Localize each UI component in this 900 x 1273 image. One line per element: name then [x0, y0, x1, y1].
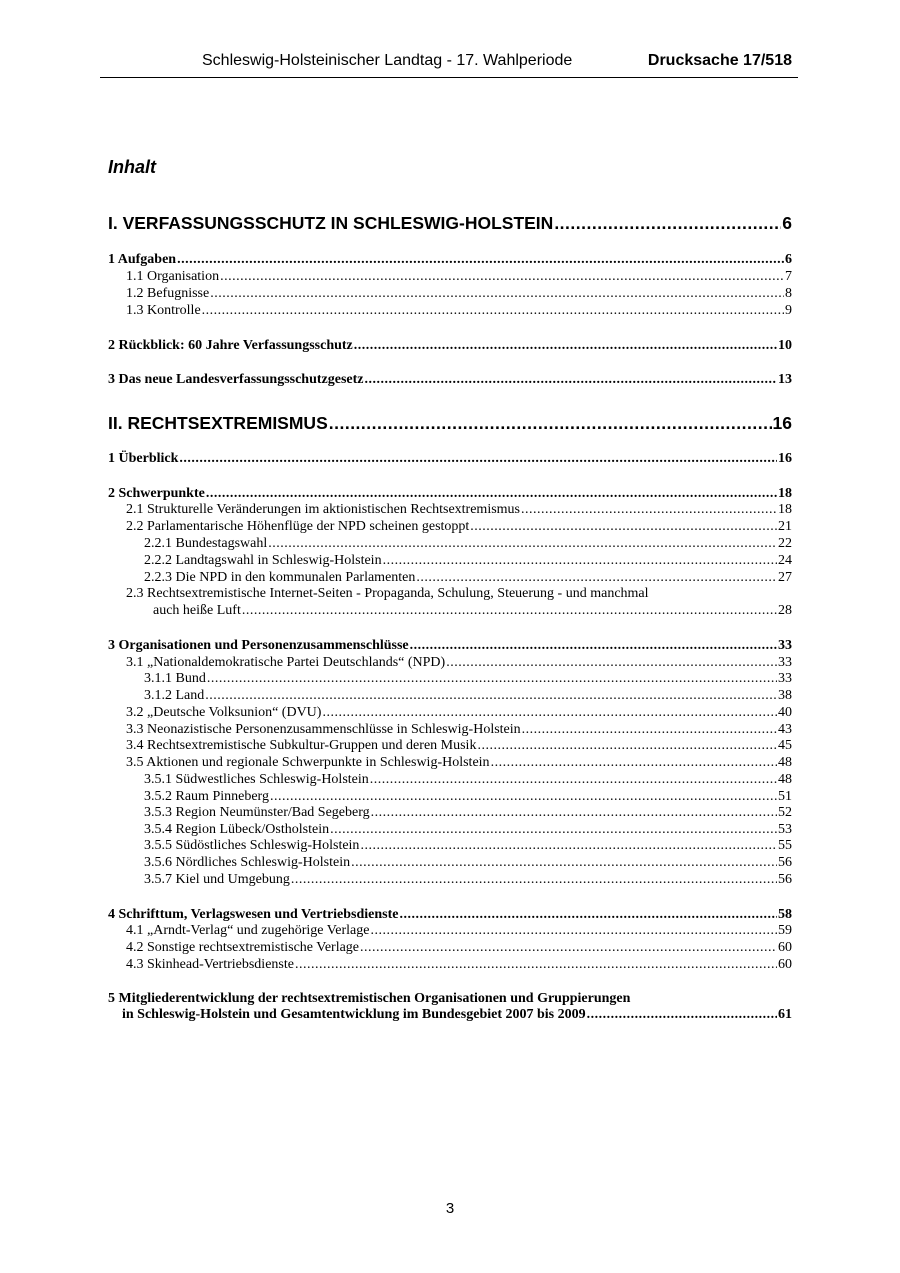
- toc-label: 3.5.6 Nördliches Schleswig-Holstein: [144, 855, 351, 870]
- toc-leader: [446, 655, 777, 671]
- toc-leader: [370, 923, 777, 939]
- toc-page: 18: [778, 502, 792, 517]
- toc-label: 2.2 Parlamentarische Höhenflüge der NPD scheinen gestoppt: [126, 519, 470, 534]
- toc-leader: [329, 413, 772, 434]
- toc-label: 2 Rückblick: 60 Jahre Verfassungsschutz: [108, 338, 353, 353]
- toc-page: 28: [778, 603, 792, 618]
- toc-leader: [210, 286, 784, 302]
- toc-leader: [416, 570, 777, 586]
- toc-page: 59: [778, 923, 792, 938]
- toc-section-2-2[interactable]: [126, 519, 792, 535]
- toc-label: 3.5.7 Kiel und Umgebung: [144, 872, 290, 887]
- toc-label: 1.2 Befugnisse: [126, 286, 210, 301]
- toc-leader: [205, 688, 777, 704]
- toc-subsection-2-2-2[interactable]: [144, 553, 792, 569]
- toc-page: 40: [778, 705, 792, 720]
- toc-chapter-2-4[interactable]: [108, 907, 792, 923]
- toc-page: 52: [778, 805, 792, 820]
- toc-page: 58: [778, 907, 792, 922]
- toc-label: 3.4 Rechtsextremistische Subkultur-Gruppen und deren Musik: [126, 738, 477, 753]
- toc-section-1-3[interactable]: [126, 303, 792, 319]
- toc-subsection-3-5-6[interactable]: [144, 855, 792, 871]
- toc-leader: [322, 705, 777, 721]
- toc-page: 7: [785, 269, 792, 284]
- toc-section-2-3[interactable]: [153, 603, 792, 619]
- toc-label: 4.3 Skinhead-Vertriebsdienste: [126, 957, 294, 972]
- toc-page: 8: [785, 286, 792, 301]
- toc-page: 33: [778, 638, 792, 653]
- toc-page: 48: [778, 755, 792, 770]
- toc-subsection-3-1-1[interactable]: [144, 671, 792, 687]
- toc-page: 55: [778, 838, 792, 853]
- toc-page: 16: [772, 413, 792, 433]
- toc-part-1[interactable]: [108, 213, 792, 234]
- toc-leader: [207, 671, 777, 687]
- toc-page: 61: [778, 1007, 792, 1022]
- toc-page: 38: [778, 688, 792, 703]
- toc-section-4-1[interactable]: [126, 923, 792, 939]
- toc-page: 13: [778, 372, 792, 387]
- toc-section-2-3-line1[interactable]: 2.3 Rechtsextremistische Internet-Seiten - Propaganda, Schulung, Steuerung - und manchmal: [126, 586, 649, 601]
- toc-label: 1 Überblick: [108, 451, 179, 466]
- toc-leader: [206, 486, 777, 502]
- toc-leader: [354, 338, 777, 354]
- toc-label: 1.1 Organisation: [126, 269, 220, 284]
- toc-label: 2 Schwerpunkte: [108, 486, 205, 501]
- toc-label: 4.1 „Arndt-Verlag“ und zugehörige Verlage: [126, 923, 370, 938]
- header-rule: [100, 77, 798, 78]
- toc-page: 51: [778, 789, 792, 804]
- toc-page: 18: [778, 486, 792, 501]
- toc-subsection-3-5-2[interactable]: [144, 789, 792, 805]
- toc-subsection-3-5-7[interactable]: [144, 872, 792, 888]
- toc-section-3-4[interactable]: [126, 738, 792, 754]
- toc-leader: [370, 772, 777, 788]
- toc-section-4-3[interactable]: [126, 957, 792, 973]
- page-number: 3: [445, 1200, 455, 1217]
- toc-leader: [491, 755, 777, 771]
- toc-section-1-2[interactable]: [126, 286, 792, 302]
- toc-subsection-2-2-1[interactable]: [144, 536, 792, 552]
- toc-leader: [270, 789, 777, 805]
- toc-page: 33: [778, 671, 792, 686]
- toc-leader: [242, 603, 777, 619]
- toc-chapter-2-5-line1[interactable]: 5 Mitgliederentwicklung der rechtsextremistischen Organisationen und Gruppierungen: [108, 991, 631, 1006]
- toc-label: 2.1 Strukturelle Veränderungen im aktionistischen Rechtsextremismus: [126, 502, 520, 517]
- toc-leader: [371, 805, 777, 821]
- toc-label: 1.3 Kontrolle: [126, 303, 201, 318]
- toc-leader: [383, 553, 777, 569]
- toc-page: 10: [778, 338, 792, 353]
- toc-page: 60: [778, 957, 792, 972]
- toc-label: 3.1 „Nationaldemokratische Partei Deutschlands“ (NPD): [126, 655, 446, 670]
- toc-chapter-2-1[interactable]: [108, 451, 792, 467]
- toc-label: 3.5.4 Region Lübeck/Ostholstein: [144, 822, 330, 837]
- header-title: Schleswig-Holsteinischer Landtag - 17. Wahlperiode: [202, 52, 573, 69]
- page-header: [100, 52, 798, 76]
- page-heading: Inhalt: [108, 157, 156, 177]
- toc-label: 4 Schrifttum, Verlagswesen und Vertriebsdienste: [108, 907, 399, 922]
- toc-leader: [268, 536, 777, 552]
- toc-leader: [295, 957, 777, 973]
- toc-label: 3.5.1 Südwestliches Schleswig-Holstein: [144, 772, 369, 787]
- toc-page: 9: [785, 303, 792, 318]
- toc-page: 43: [778, 722, 792, 737]
- toc-page: 22: [778, 536, 792, 551]
- toc-page: 60: [778, 940, 792, 955]
- toc-label: 3.5.2 Raum Pinneberg: [144, 789, 269, 804]
- toc-label: 1 Aufgaben: [108, 252, 177, 267]
- toc-label: 2.2.3 Die NPD in den kommunalen Parlamenten: [144, 570, 416, 585]
- toc-leader: [400, 907, 777, 923]
- toc-leader: [351, 855, 777, 871]
- toc-chapter-2-5[interactable]: [122, 1007, 792, 1023]
- toc-leader: [365, 372, 778, 388]
- toc-label: auch heiße Luft: [153, 603, 241, 618]
- toc-leader: [470, 519, 777, 535]
- toc-chapter-1-2[interactable]: [108, 338, 792, 354]
- toc-leader: [330, 822, 777, 838]
- toc-page: 27: [778, 570, 792, 585]
- toc-leader: [179, 451, 777, 467]
- toc-section-1-1[interactable]: [126, 269, 792, 285]
- toc-label: 2.2.2 Landtagswahl in Schleswig-Holstein: [144, 553, 382, 568]
- toc-subsection-3-5-3[interactable]: [144, 805, 792, 821]
- toc-leader: [291, 872, 777, 888]
- toc-chapter-1-1[interactable]: [108, 252, 792, 268]
- toc-label: 4.2 Sonstige rechtsextremistische Verlage: [126, 940, 360, 955]
- toc-page: 16: [778, 451, 792, 466]
- toc-chapter-2-2[interactable]: [108, 486, 792, 502]
- toc-subsection-2-2-3[interactable]: [144, 570, 792, 586]
- toc-page: 48: [778, 772, 792, 787]
- toc-leader: [522, 722, 777, 738]
- toc-leader: [477, 738, 777, 754]
- toc-leader: [202, 303, 784, 319]
- toc-chapter-2-3[interactable]: [108, 638, 792, 654]
- toc-page: 6: [782, 213, 792, 233]
- toc-subsection-3-1-2[interactable]: [144, 688, 792, 704]
- toc-label: 3 Organisationen und Personenzusammenschlüsse: [108, 638, 409, 653]
- toc-chapter-1-3[interactable]: [108, 372, 792, 388]
- toc-section-2-1[interactable]: [126, 502, 792, 518]
- toc-subsection-3-5-4[interactable]: [144, 822, 792, 838]
- toc-leader: [360, 838, 777, 854]
- toc-label: 3.3 Neonazistische Personenzusammenschlüsse in Schleswig-Holstein: [126, 722, 521, 737]
- toc-leader: [220, 269, 784, 285]
- toc-section-3-1[interactable]: [126, 655, 792, 671]
- header-doc-number: Drucksache 17/518: [647, 52, 792, 69]
- toc-label: 3.5 Aktionen und regionale Schwerpunkte in Schleswig-Holstein: [126, 755, 490, 770]
- toc-page: 45: [778, 738, 792, 753]
- toc-label: 3.1.2 Land: [144, 688, 205, 703]
- toc-leader: [521, 502, 777, 518]
- toc-label: 2.2.1 Bundestagswahl: [144, 536, 268, 551]
- toc-leader: [177, 252, 784, 268]
- toc-leader: [360, 940, 777, 956]
- toc-label: I. VERFASSUNGSSCHUTZ IN SCHLESWIG-HOLSTEIN: [108, 213, 554, 233]
- toc-section-4-2[interactable]: [126, 940, 792, 956]
- toc-leader: [587, 1007, 777, 1023]
- toc-page: 24: [778, 553, 792, 568]
- toc-page: 56: [778, 855, 792, 870]
- toc-page: 6: [785, 252, 792, 267]
- toc-label: 3.5.5 Südöstliches Schleswig-Holstein: [144, 838, 360, 853]
- toc-section-3-5[interactable]: [126, 755, 792, 771]
- toc-label: 3.5.3 Region Neumünster/Bad Segeberg: [144, 805, 370, 820]
- toc-leader: [410, 638, 777, 654]
- toc-section-3-2[interactable]: [126, 705, 792, 721]
- toc-part-2[interactable]: [108, 413, 792, 434]
- toc-label: 3 Das neue Landesverfassungsschutzgesetz: [108, 372, 364, 387]
- toc-leader: [554, 213, 781, 234]
- toc-label: 3.1.1 Bund: [144, 671, 206, 686]
- toc-label: in Schleswig-Holstein und Gesamtentwicklung im Bundesgebiet 2007 bis 2009: [122, 1007, 586, 1022]
- toc-page: 53: [778, 822, 792, 837]
- toc-subsection-3-5-1[interactable]: [144, 772, 792, 788]
- toc-page: 21: [778, 519, 792, 534]
- toc-page: 33: [778, 655, 792, 670]
- toc-section-3-3[interactable]: [126, 722, 792, 738]
- toc-page: 56: [778, 872, 792, 887]
- toc-label: 3.2 „Deutsche Volksunion“ (DVU): [126, 705, 322, 720]
- toc-subsection-3-5-5[interactable]: [144, 838, 792, 854]
- toc-label: II. RECHTSEXTREMISMUS: [108, 413, 328, 433]
